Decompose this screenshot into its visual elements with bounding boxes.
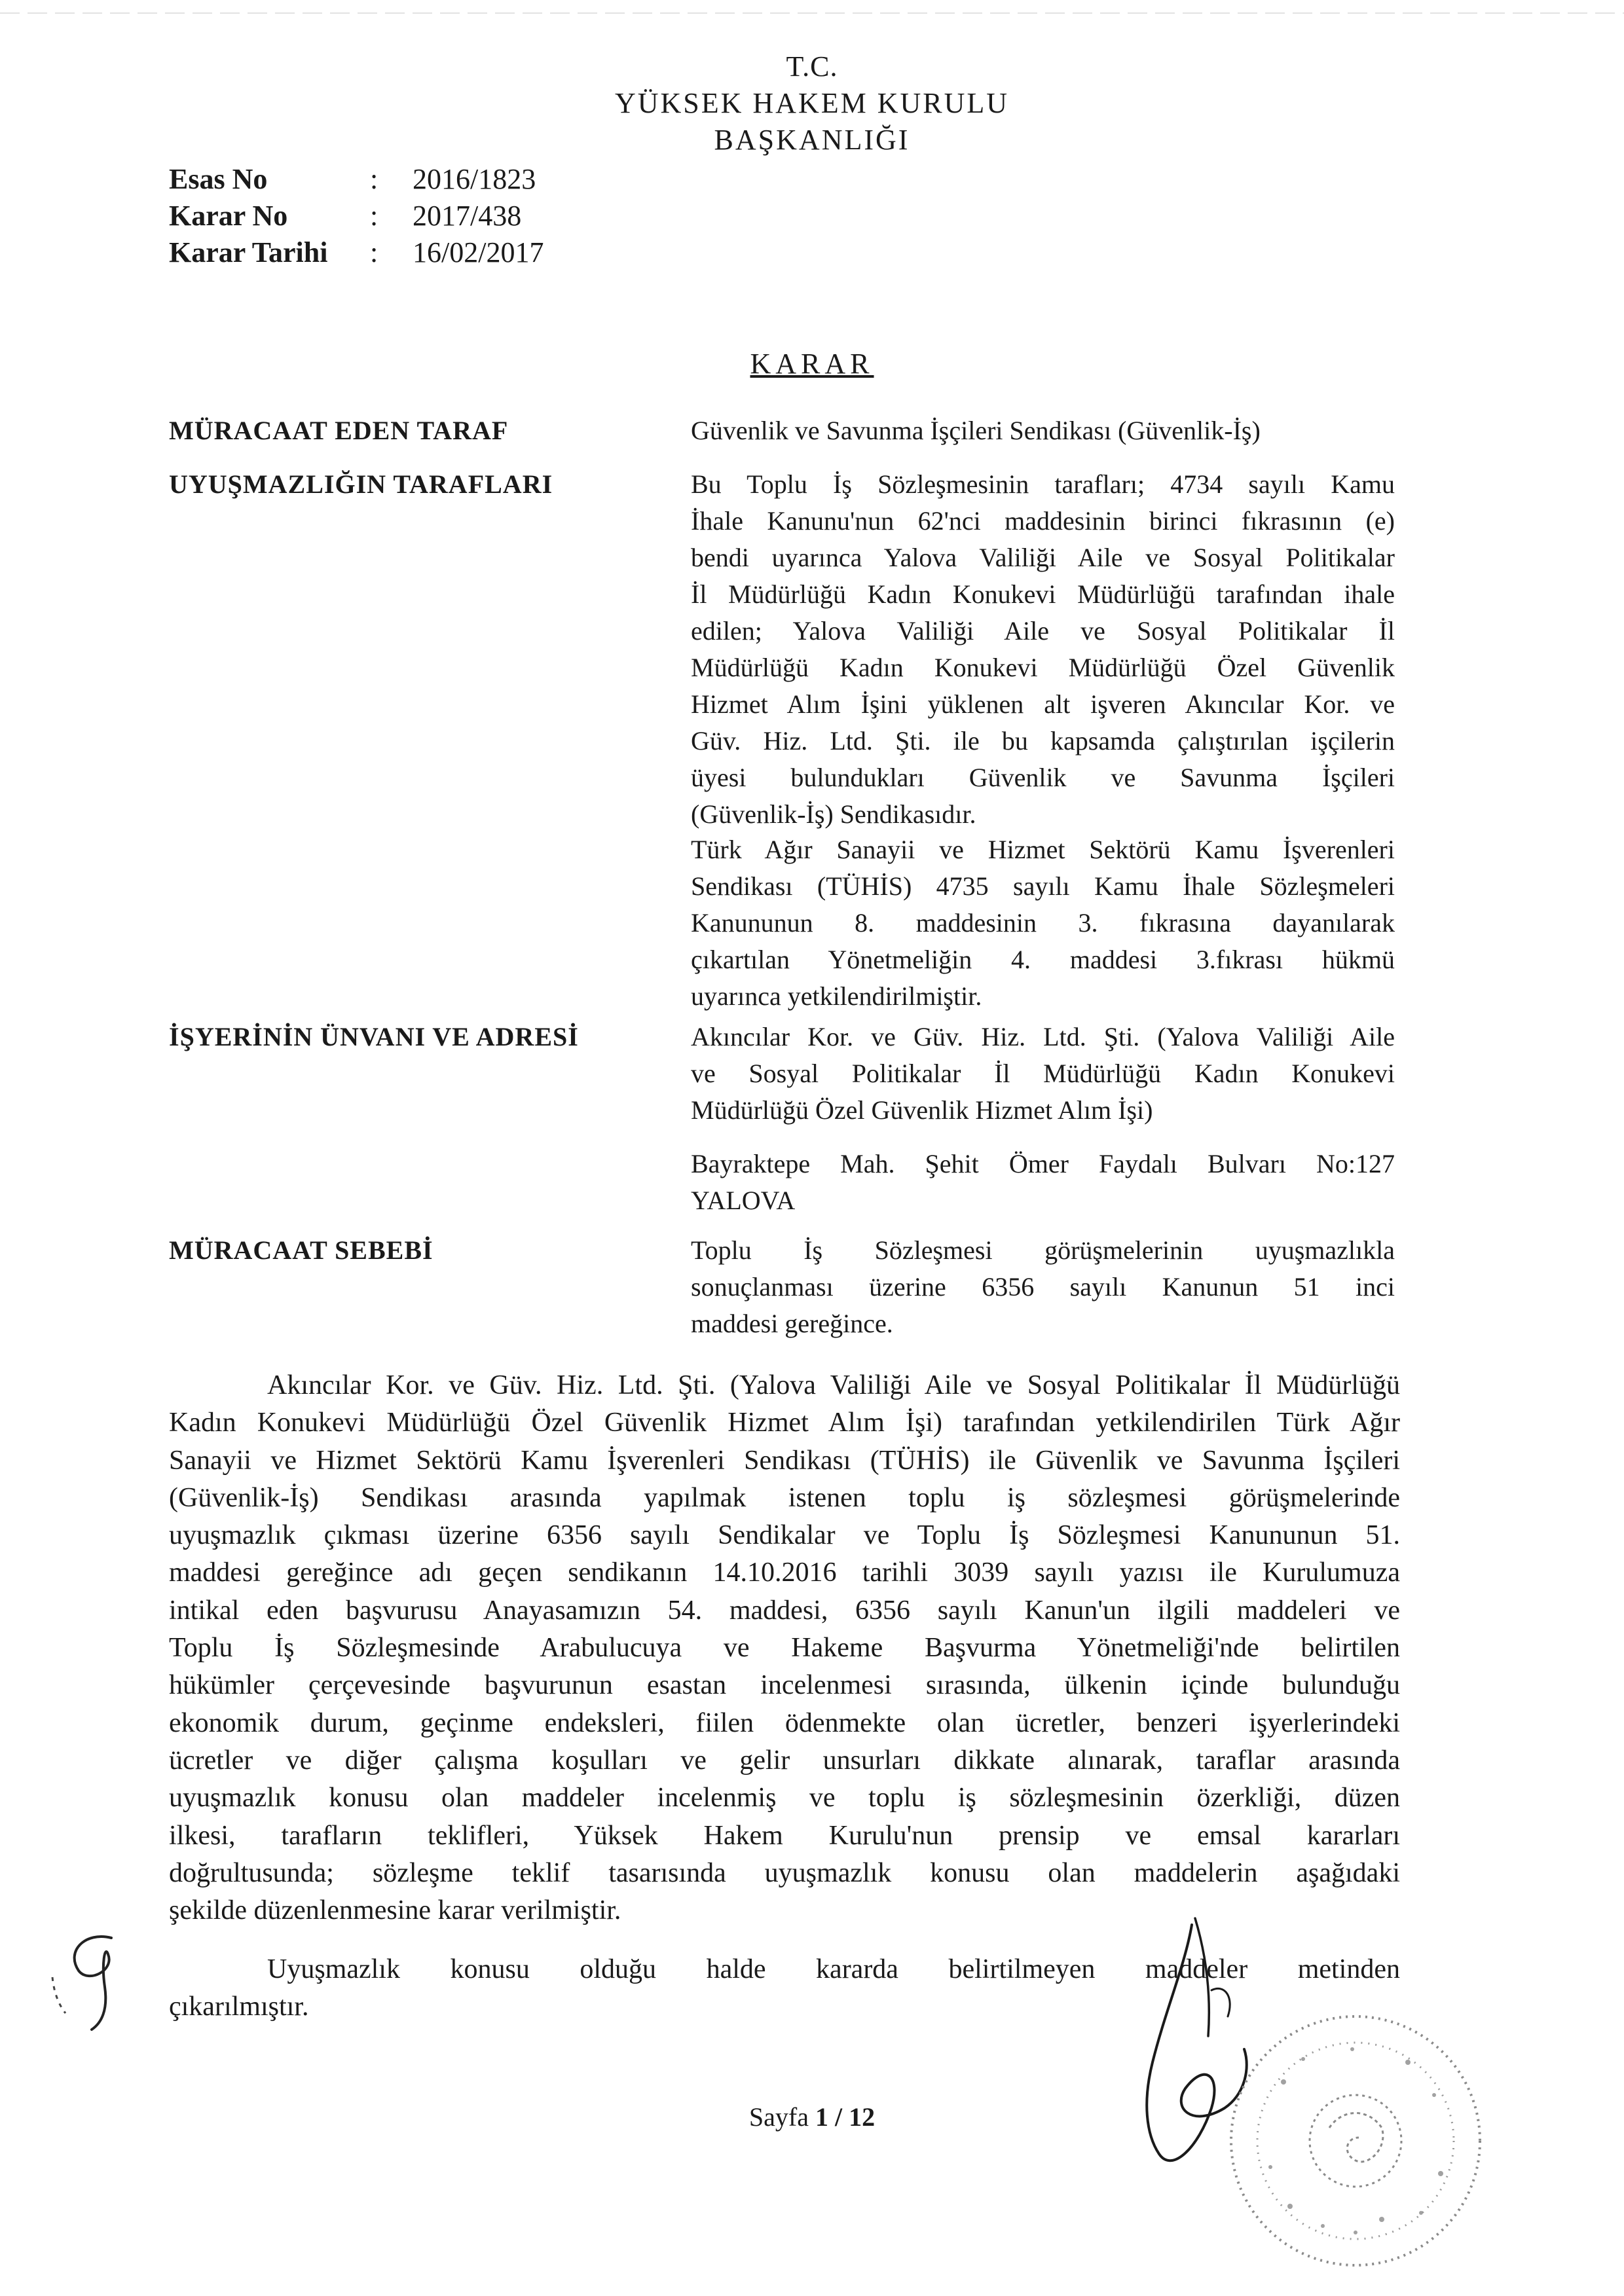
text-line: doğrultusunda; sözleşme teklif tasarısında uyuşmazlık konusu olan maddelerin aşağıdaki <box>169 1857 1400 1888</box>
document-title: KARAR <box>750 348 874 380</box>
text-line: Güv. Hiz. Ltd. Şti. ile bu kapsamda çalıştırılan işçilerin <box>691 726 1395 756</box>
text-line: Bayraktepe Mah. Şehit Ömer Faydalı Bulvarı No:127 <box>691 1149 1395 1178</box>
text-line: ilkesi, tarafların teklifleri, Yüksek Hakem Kurulu'nun prensip ve emsal kararları <box>169 1820 1400 1851</box>
text-line: İhale Kanunu'nun 62'nci maddesinin birinci fıkrasının (e) <box>691 506 1395 536</box>
text-line: uyuşmazlık çıkması üzerine 6356 sayılı Sendikalar ve Toplu İş Sözleşmesi Kanununun 51. <box>169 1520 1400 1551</box>
esas-no-label: Esas No <box>169 163 268 195</box>
scan-artifact-line <box>0 12 1624 14</box>
taraflar-label: UYUŞMAZLIĞIN TARAFLARI <box>169 469 553 499</box>
text-line: edilen; Yalova Valiliği Aile ve Sosyal Politikalar İl <box>691 616 1395 646</box>
header-institution: YÜKSEK HAKEM KURULU <box>614 87 1010 119</box>
karar-tarihi-colon: : <box>370 236 378 268</box>
esas-no-colon: : <box>370 163 378 195</box>
text-line: ekonomik durum, geçinme endeksleri, fiilen ödenmekte olan ücretler, benzeri işyerlerindeki <box>169 1707 1400 1738</box>
text-line: Akıncılar Kor. ve Güv. Hiz. Ltd. Şti. (Yalova Valiliği Aile ve Sosyal Politikalar İl Müdürlüğü <box>267 1370 1400 1400</box>
text-line: Bu Toplu İş Sözleşmesinin tarafları; 4734 sayılı Kamu <box>691 469 1395 499</box>
text-line: (Güvenlik-İş) Sendikasıdır. <box>691 799 976 829</box>
karar-no-label: Karar No <box>169 200 288 232</box>
karar-tarihi-label: Karar Tarihi <box>169 236 328 268</box>
text-line: Kadın Konukevi Müdürlüğü Özel Güvenlik Hizmet Alım İşi) tarafından yetkilendirilen Türk Ağır <box>169 1408 1400 1438</box>
text-line: üyesi bulundukları Güvenlik ve Savunma İşçileri <box>691 763 1395 792</box>
text-line: Toplu İş Sözleşmesinde Arabulucuya ve Hakeme Başvurma Yönetmeliği'nde belirtilen <box>169 1633 1400 1664</box>
text-line: Hizmet Alım İşini yüklenen alt işveren Akıncılar Kor. ve <box>691 689 1395 719</box>
text-line: Akıncılar Kor. ve Güv. Hiz. Ltd. Şti. (Yalova Valiliği Aile <box>691 1022 1395 1051</box>
text-line: sonuçlanması üzerine 6356 sayılı Kanunun 51 inci <box>691 1272 1395 1302</box>
paraph-signature <box>39 1925 144 2036</box>
text-line: (Güvenlik-İş) Sendikası arasında yapılmak istenen toplu iş sözleşmesi görüşmelerinde <box>169 1482 1400 1513</box>
text-line: Müdürlüğü Özel Güvenlik Hizmet Alım İşi) <box>691 1095 1153 1125</box>
isyeri-text <box>691 1019 1395 1129</box>
sebep-label: MÜRACAAT SEBEBİ <box>169 1235 434 1265</box>
header-tc: T.C. <box>786 50 838 82</box>
isyeri-label: İŞYERİNİN ÜNVANI VE ADRESİ <box>169 1022 579 1051</box>
text-line: uyuşmazlık konusu olan maddeler incelenmiş ve toplu iş sözleşmesinin özerkliği, düzen <box>169 1783 1400 1813</box>
karar-no-colon: : <box>370 200 378 232</box>
text-line: bendi uyarınca Yalova Valiliği Aile ve Sosyal Politikalar <box>691 543 1395 572</box>
text-line: Uyuşmazlık konusu olduğu halde kararda belirtilmeyen maddeler metinden <box>267 1954 1400 1984</box>
page-number <box>0 2102 1624 2132</box>
text-line: Sanayii ve Hizmet Sektörü Kamu İşverenleri Sendikası (TÜHİS) ile Güvenlik ve Savunma İşçileri <box>169 1445 1400 1476</box>
decision-paragraph <box>169 1367 1400 1929</box>
text-line: maddesi gereğince adı geçen sendikanın 14.10.2016 tarihli 3039 sayılı yazısı ile Kurulumuza <box>169 1558 1400 1588</box>
text-line: YALOVA <box>691 1186 796 1215</box>
text-line: İl Müdürlüğü Kadın Konukevi Müdürlüğü tarafından ihale <box>691 579 1395 609</box>
text-line: uyarınca yetkilendirilmiştir. <box>691 981 982 1011</box>
official-seal-stamp <box>1211 1997 1500 2285</box>
karar-tarihi-value: 16/02/2017 <box>413 236 544 268</box>
text-line: Türk Ağır Sanayii ve Hizmet Sektörü Kamu İşverenleri <box>691 835 1395 864</box>
text-line: Kanununun 8. maddesinin 3. fıkrasına dayanılarak <box>691 908 1395 938</box>
adres-text <box>691 1146 1395 1219</box>
muracaat-eden-label: MÜRACAAT EDEN TARAF <box>169 416 509 445</box>
text-line: ücretler ve diğer çalışma koşulları ve gelir unsurları dikkate alınarak, taraflar arasında <box>169 1745 1400 1776</box>
text-line: maddesi gereğince. <box>691 1309 893 1338</box>
text-line: çıkartılan Yönetmeliğin 4. maddesi 3.fıkrası hükmü <box>691 945 1395 974</box>
text-line: çıkarılmıştır. <box>169 1992 309 2022</box>
text-line: intikal eden başvurusu Anayasamızın 54. maddesi, 6356 sayılı Kanun'un ilgili maddeleri ve <box>169 1595 1400 1626</box>
taraflar-text <box>691 466 1395 833</box>
text-line: Güvenlik ve Savunma İşçileri Sendikası (Güvenlik-İş) <box>691 416 1261 445</box>
muracaat-eden-value <box>691 412 1395 449</box>
esas-no-value: 2016/1823 <box>413 163 536 195</box>
text-line: Müdürlüğü Kadın Konukevi Müdürlüğü Özel Güvenlik <box>691 653 1395 682</box>
text-line: Toplu İş Sözleşmesi görüşmelerinin uyuşmazlıkla <box>691 1235 1395 1265</box>
text-line: hükümler çerçevesinde başvurunun esastan incelenmesi sırasında, ülkenin içinde bulunduğu <box>169 1670 1400 1701</box>
page-count: 1 / 12 <box>815 2102 876 2132</box>
text-line: ve Sosyal Politikalar İl Müdürlüğü Kadın Konukevi <box>691 1059 1395 1088</box>
text-line: şekilde düzenlenmesine karar verilmiştir. <box>169 1895 621 1926</box>
text-line: Sendikası (TÜHİS) 4735 sayılı Kamu İhale Sözleşmeleri <box>691 871 1395 901</box>
tuhis-text <box>691 831 1395 1015</box>
header-presidency: BAŞKANLIĞI <box>714 124 910 156</box>
karar-no-value: 2017/438 <box>413 200 522 232</box>
page-label: Sayfa <box>748 2102 815 2132</box>
sebep-text <box>691 1232 1395 1342</box>
